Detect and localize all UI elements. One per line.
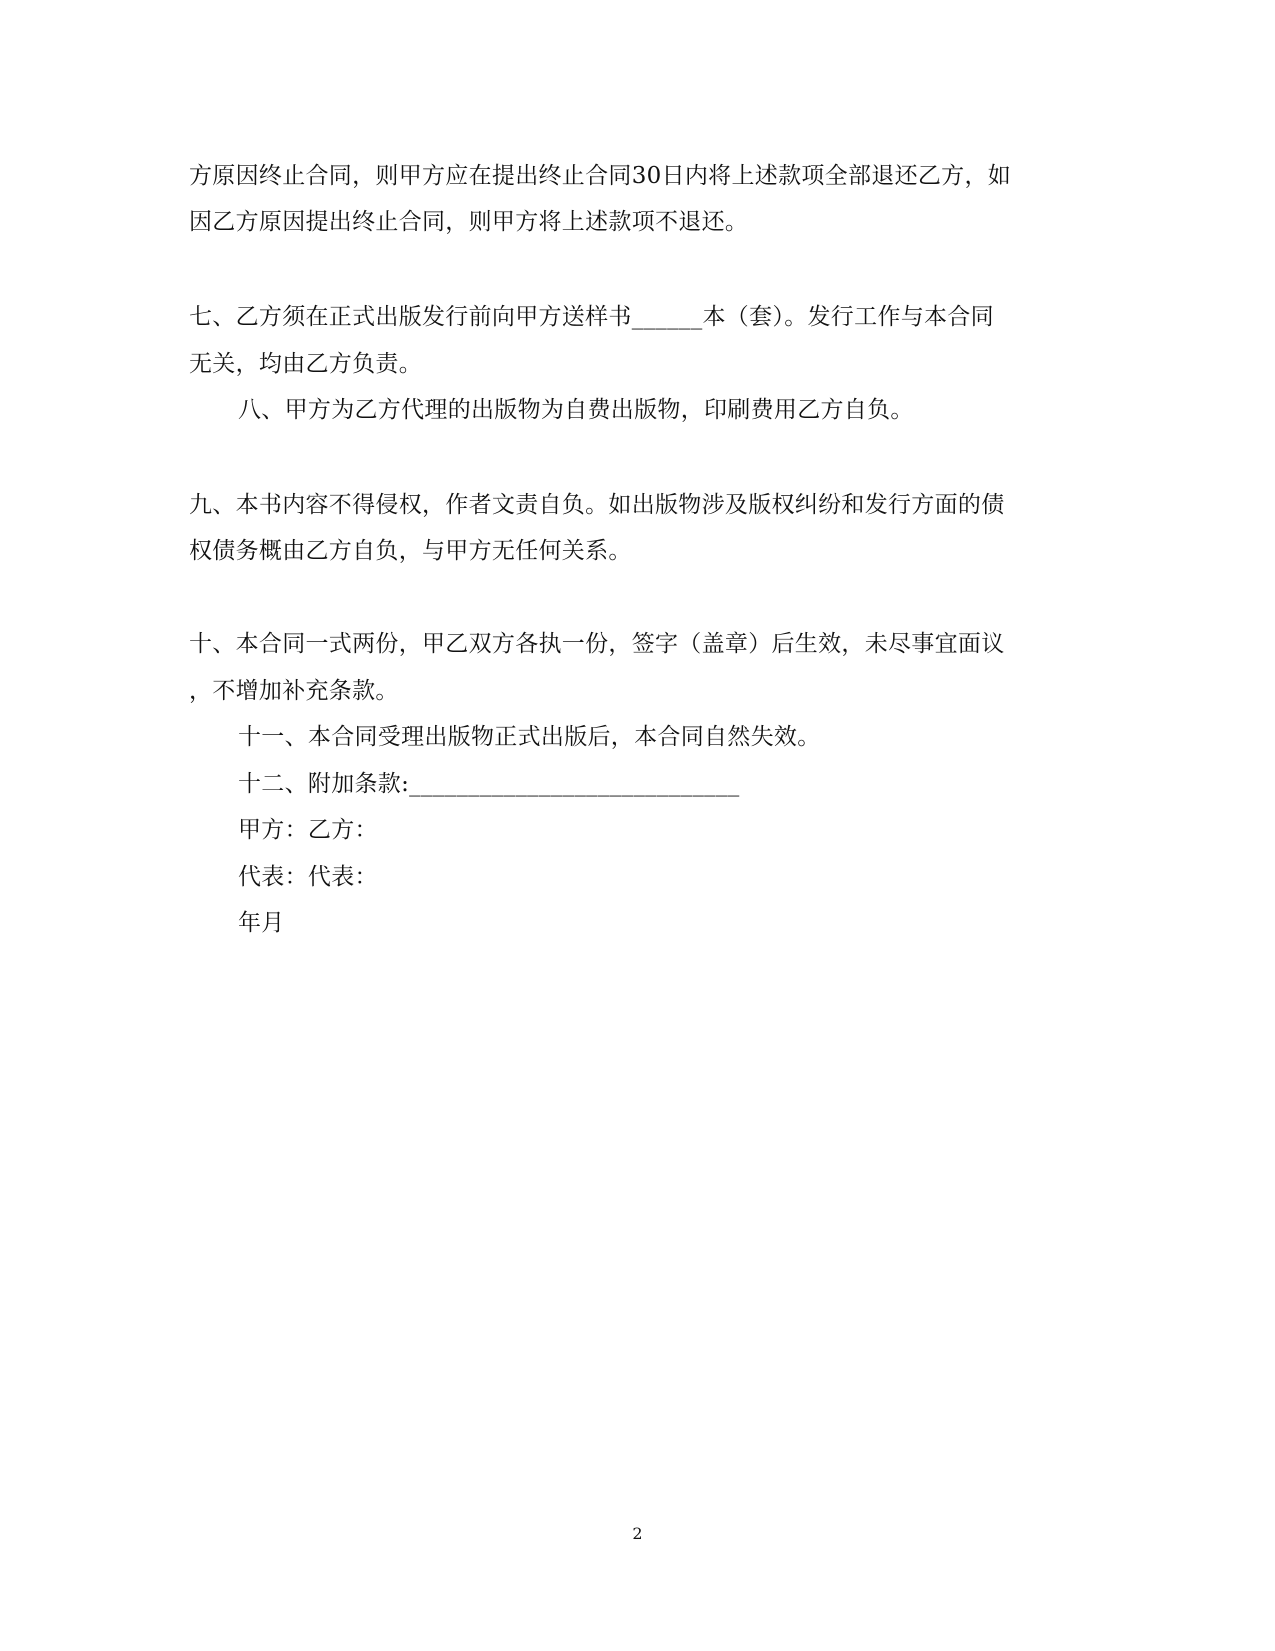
- page-number: 2: [632, 1524, 643, 1543]
- signature-representatives: 代表：代表：: [238, 864, 378, 890]
- clause-6-continuation-line-1: 方原因终止合同，则甲方应在提出终止合同30日内将上述款项全部退还乙方，如: [189, 163, 1012, 189]
- clause-7-line-1: 七、乙方须在正式出版发行前向甲方送样书______本（套）。发行工作与本合同: [189, 304, 994, 330]
- clause-10-line-2: ，不增加补充条款。: [189, 678, 399, 704]
- clause-9-line-1: 九、本书内容不得侵权，作者文责自负。如出版物涉及版权纠纷和发行方面的债: [189, 492, 1005, 518]
- clause-9-line-2: 权债务概由乙方自负，与甲方无任何关系。: [189, 538, 632, 564]
- clause-6-continuation-line-2: 因乙方原因提出终止合同，则甲方将上述款项不退还。: [189, 209, 749, 235]
- clause-12-additional-terms: 十二、附加条款:____________________________: [238, 771, 740, 797]
- clause-7-line-2: 无关，均由乙方负责。: [189, 351, 422, 377]
- clause-11: 十一、本合同受理出版物正式出版后，本合同自然失效。: [238, 724, 821, 750]
- signature-parties: 甲方：乙方：: [238, 817, 378, 843]
- signature-date: 年月: [238, 910, 285, 936]
- clause-8: 八、甲方为乙方代理的出版物为自费出版物，印刷费用乙方自负。: [238, 397, 914, 423]
- clause-10-line-1: 十、本合同一式两份，甲乙双方各执一份，签字（盖章）后生效，未尽事宜面议: [189, 631, 1005, 657]
